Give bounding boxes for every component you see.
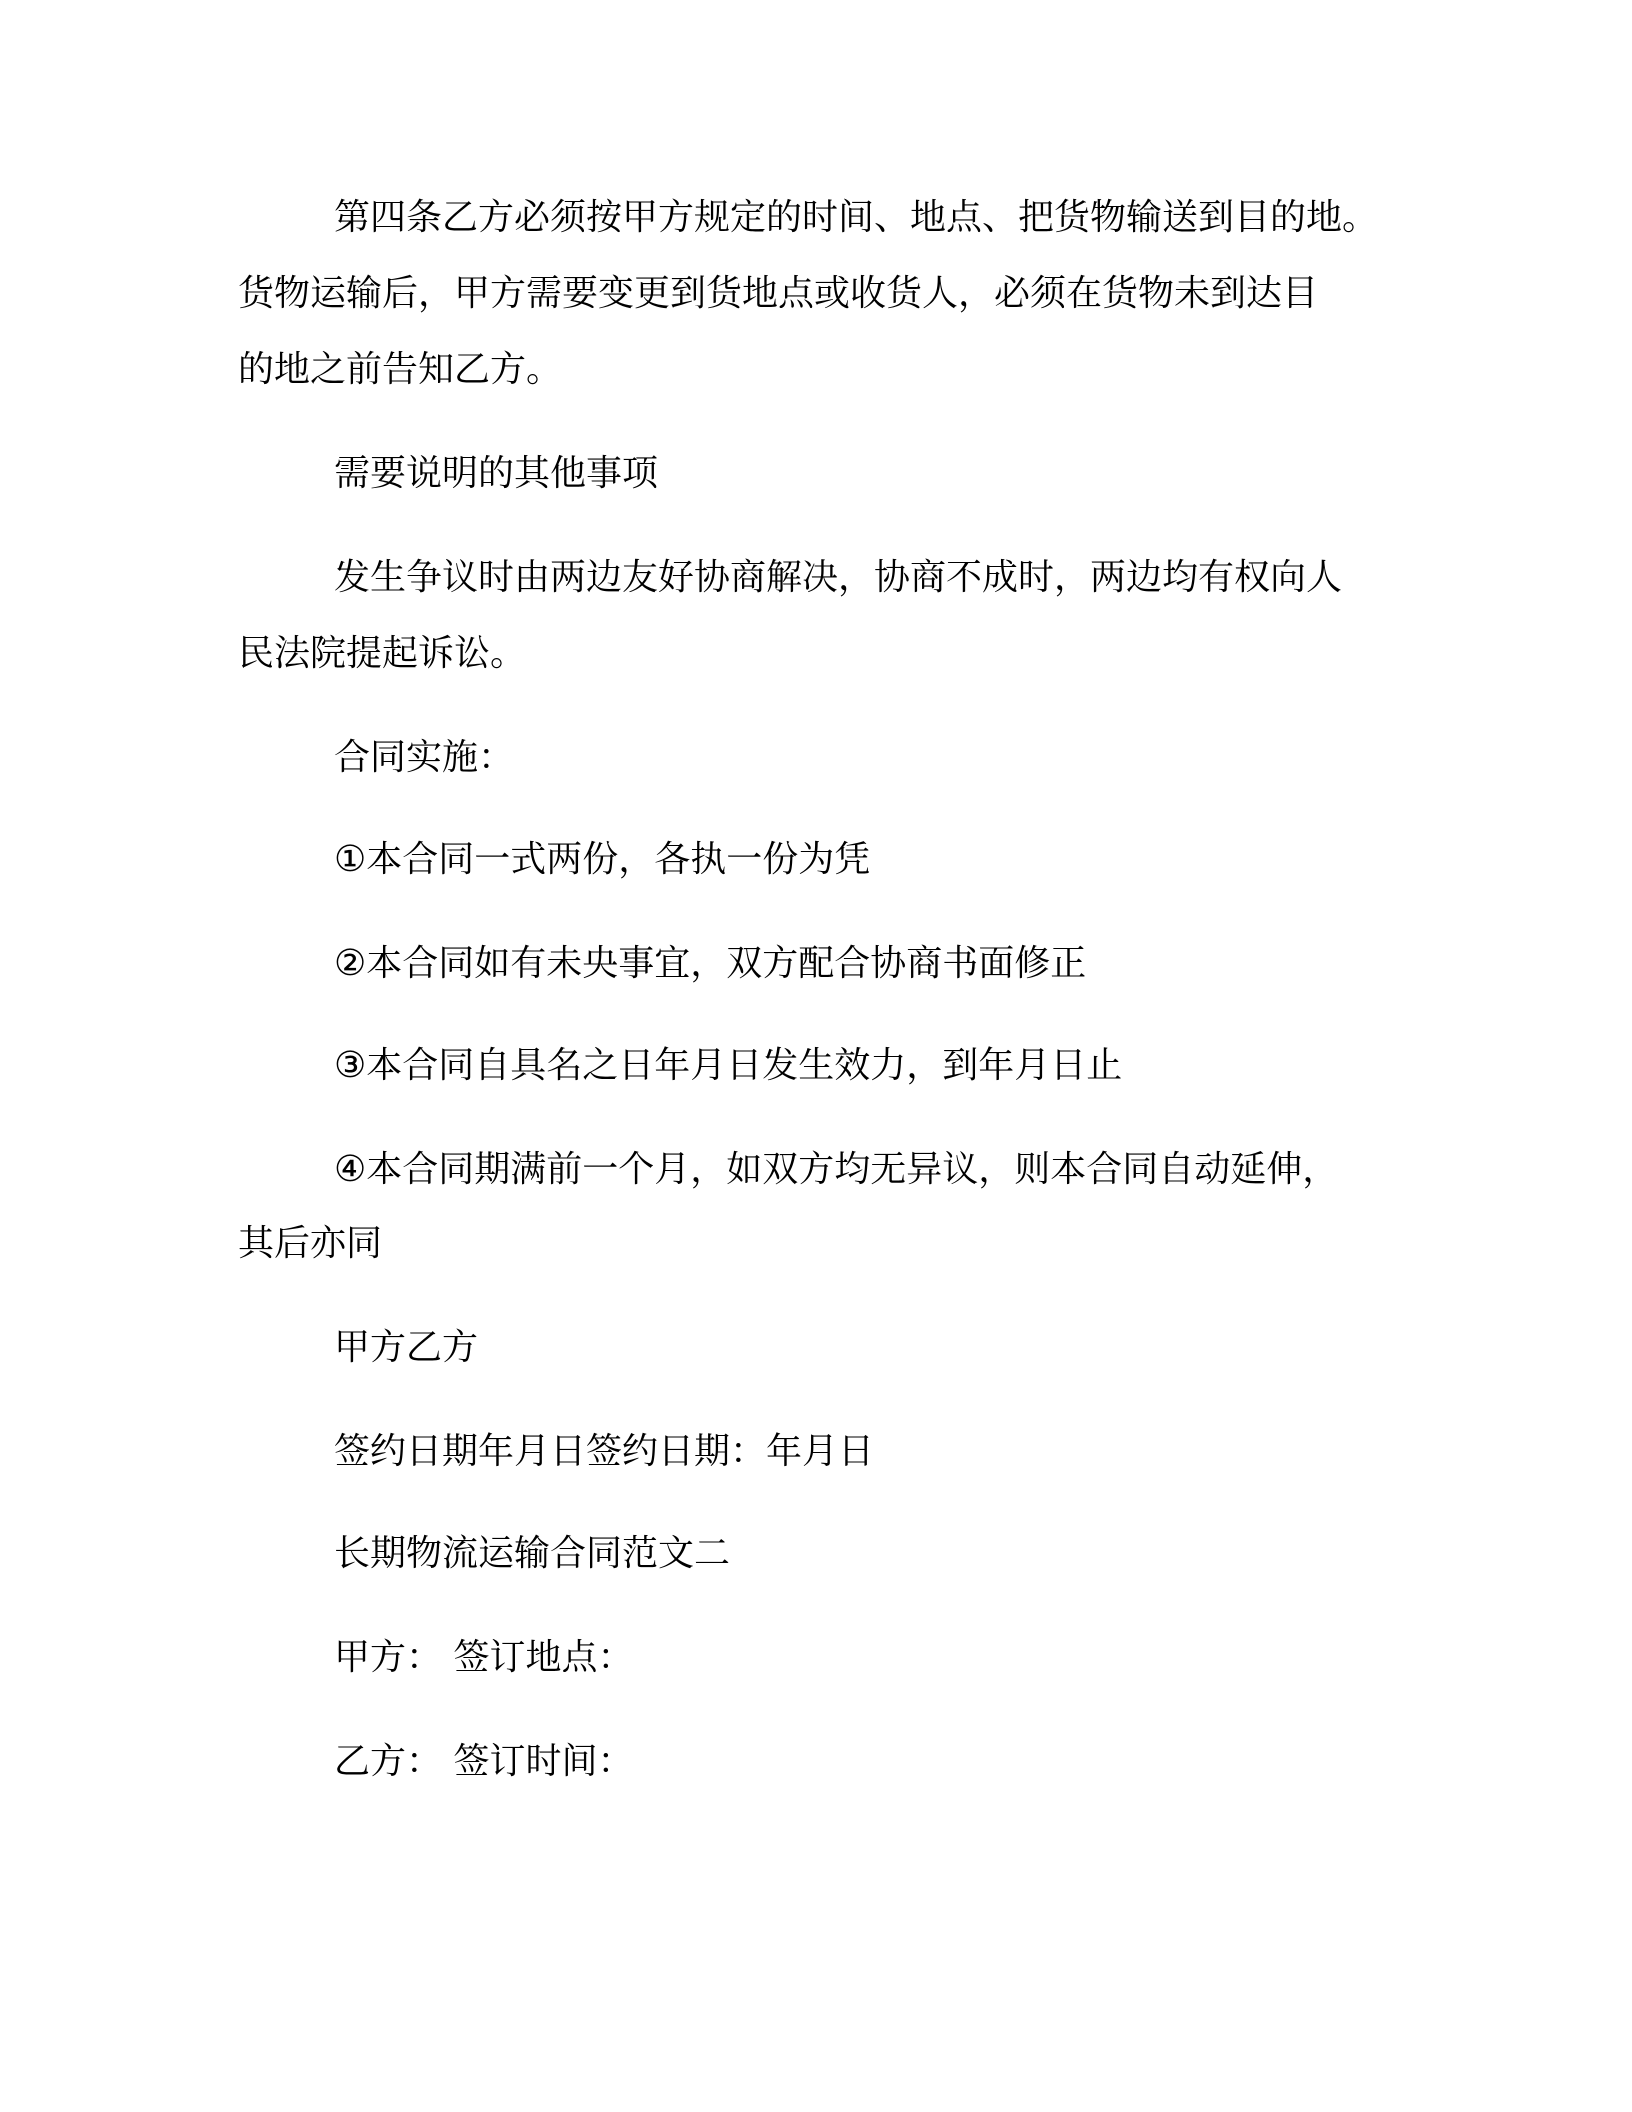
contract-two-title: 长期物流运输合同范文二 (334, 1533, 731, 1574)
clause-1: ①本合同一式两份，各执一份为凭 (334, 839, 871, 880)
clause-4-line-1: ④本合同期满前一个月，如双方均无异议，则本合同自动延伸， (334, 1149, 1339, 1190)
dispute-resolution-line-2: 民法院提起诉讼。 (238, 633, 527, 674)
contract-implementation-heading: 合同实施： (334, 737, 515, 778)
article-4-line-1: 第四条乙方必须按甲方规定的时间、地点、把货物输送到目的地。 (334, 197, 1379, 238)
signing-dates-line: 签约日期年月日签约日期：年月日 (334, 1431, 875, 1472)
party-a-signing-place: 甲方： 签订地点： (334, 1637, 634, 1678)
article-4-line-2: 货物运输后，甲方需要变更到货地点或收货人，必须在货物未到达目 (238, 273, 1319, 314)
clause-3: ③本合同自具名之日年月日发生效力，到年月日止 (334, 1045, 1123, 1086)
clause-4-line-2: 其后亦同 (238, 1223, 383, 1264)
party-b-signing-time: 乙方： 签订时间： (334, 1741, 634, 1782)
article-4-line-3: 的地之前告知乙方。 (238, 349, 563, 390)
clause-2: ②本合同如有未央事宜，双方配合协商书面修正 (334, 943, 1087, 984)
parties-line: 甲方乙方 (334, 1327, 479, 1368)
other-matters-heading: 需要说明的其他事项 (334, 453, 659, 494)
dispute-resolution-line-1: 发生争议时由两边友好协商解决，协商不成时，两边均有权向人 (334, 557, 1343, 598)
